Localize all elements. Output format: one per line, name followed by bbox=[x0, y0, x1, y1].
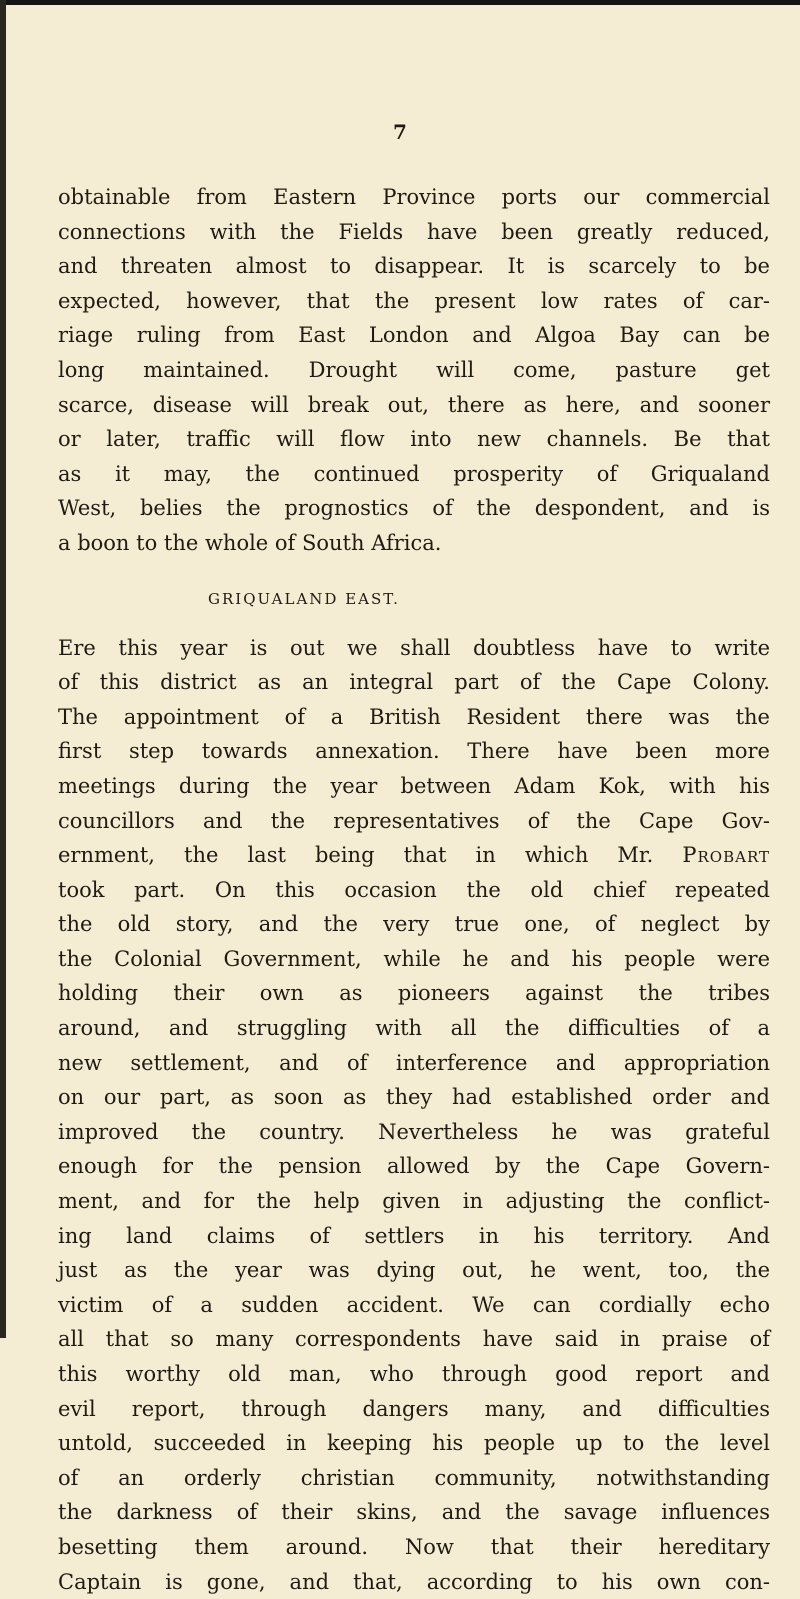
top-scan-rule bbox=[0, 0, 800, 5]
text-line: the darkness of their skins, and the savage influences bbox=[58, 1500, 770, 1525]
text-line: holding their own as pioneers against the tribes bbox=[58, 981, 770, 1006]
text-line: this worthy old man, who through good report and bbox=[58, 1362, 770, 1386]
text-line: improved the country. Nevertheless he was grateful bbox=[58, 1119, 770, 1144]
text-line: The appointment of a British Resident there was the bbox=[58, 704, 770, 729]
text-line: riage ruling from East London and Algoa Bay can be bbox=[58, 323, 770, 348]
text-line: enough for the pension allowed by the Cape Govern- bbox=[58, 1154, 770, 1179]
text-line: first step towards annexation. There have been more bbox=[58, 739, 770, 764]
section-heading: GRIQUALAND EAST. bbox=[208, 589, 400, 608]
text-line: or later, traffic will flow into new channels. Be that bbox=[58, 427, 770, 452]
text-line: connections with the Fields have been greatly reduced, bbox=[58, 219, 770, 244]
text-line: West, belies the prognostics of the despondent, and is bbox=[58, 496, 770, 521]
text-line: ment, and for the help given in adjusting the conflict- bbox=[58, 1189, 770, 1214]
text-line: councillors and the representatives of the Cape Gov- bbox=[58, 808, 770, 833]
person-name: Probart bbox=[682, 843, 770, 868]
paragraph-1 bbox=[58, 180, 770, 561]
text-line: meetings during the year between Adam Kok, with his bbox=[58, 773, 770, 798]
text-line: just as the year was dying out, he went, too, the bbox=[58, 1258, 770, 1283]
page-number: 7 bbox=[393, 120, 407, 144]
text-line: as it may, the continued prosperity of Griqualand bbox=[58, 461, 770, 486]
line-prefix: ernment, the last being that in which Mr. bbox=[58, 843, 654, 868]
text-line: ing land claims of settlers in his territory. And bbox=[58, 1223, 770, 1248]
text-line: Captain is gone, and that, according to his own con- bbox=[58, 1569, 770, 1594]
text-line: Ere this year is out we shall doubtless have to write bbox=[58, 635, 770, 660]
text-line: a boon to the whole of South Africa. bbox=[58, 530, 442, 555]
text-line: evil report, through dangers many, and difficulties bbox=[58, 1396, 770, 1421]
body-text bbox=[58, 180, 770, 1599]
text-line: besetting them around. Now that their hereditary bbox=[58, 1534, 770, 1559]
text-line: took part. On this occasion the old chief repeated bbox=[58, 877, 770, 902]
text-line bbox=[58, 838, 770, 873]
text-line: obtainable from Eastern Province ports our commercial bbox=[58, 185, 770, 209]
left-binding-edge bbox=[0, 0, 6, 1338]
text-line: of an orderly christian community, notwithstanding bbox=[58, 1465, 770, 1490]
text-line: untold, succeeded in keeping his people up to the level bbox=[58, 1431, 770, 1456]
text-line: all that so many correspondents have said in praise of bbox=[58, 1327, 770, 1352]
text-line: new settlement, and of interference and appropriation bbox=[58, 1050, 770, 1075]
text-line: expected, however, that the present low rates of car- bbox=[58, 288, 770, 313]
text-line: of this district as an integral part of the Cape Colony. bbox=[58, 670, 770, 695]
text-line: around, and struggling with all the difficulties of a bbox=[58, 1016, 770, 1041]
text-line: and threaten almost to disappear. It is scarcely to be bbox=[58, 254, 770, 279]
text-line: the old story, and the very true one, of neglect by bbox=[58, 912, 770, 937]
text-line: victim of a sudden accident. We can cordially echo bbox=[58, 1292, 770, 1317]
text-line: on our part, as soon as they had established order and bbox=[58, 1085, 770, 1110]
text-line: scarce, disease will break out, there as here, and sooner bbox=[58, 392, 770, 417]
text-line: the Colonial Government, while he and his people were bbox=[58, 946, 770, 971]
paragraph-2 bbox=[58, 631, 770, 1599]
text-line: long maintained. Drought will come, pasture get bbox=[58, 357, 770, 382]
